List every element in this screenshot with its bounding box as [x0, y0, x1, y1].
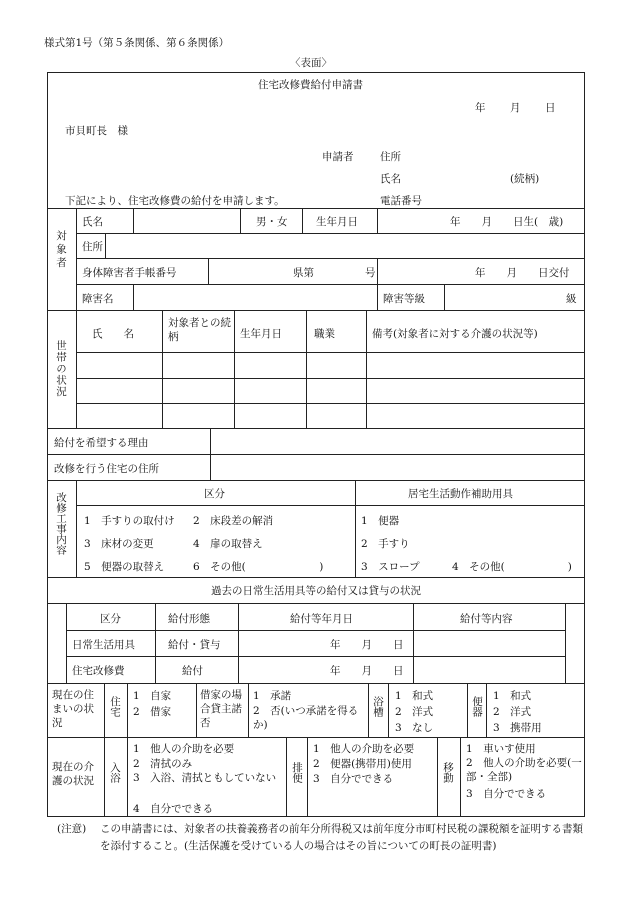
housing-bath-opt: 1 和式 — [395, 690, 434, 702]
work-item: 2 床段差の解消 — [193, 515, 274, 527]
subject-handbook-pref: 県第 — [293, 267, 314, 279]
applicant-label: 申請者 — [322, 151, 354, 163]
reason-label: 給付を希望する理由 — [54, 437, 149, 449]
care-excretion-label: 排便 — [291, 762, 303, 783]
housing-toilet-label: 便器 — [471, 696, 483, 717]
subject-handbook-date: 年 月 日交付 — [475, 267, 570, 279]
care-excretion-opt: 3 自分でできる — [313, 773, 394, 785]
housing-toilet-opt: 1 和式 — [493, 690, 532, 702]
subject-name-label: 氏名 — [82, 216, 103, 228]
care-bath-opt: 1 他人の介助を必要 — [133, 743, 235, 755]
care-move-opt: 2 他人の介助を必要(一部・全部) — [466, 757, 582, 783]
subject-grade-unit: 級 — [566, 293, 577, 305]
past-header-content: 給付等内容 — [460, 613, 513, 625]
subject-birth-value: 年 月 日生( 歳) — [450, 216, 564, 228]
care-bath-opt: 3 入浴、清拭ともしていない — [133, 772, 277, 784]
past-header-date: 給付等年月日 — [290, 613, 353, 625]
household-header-relation: 対象者との続柄 — [168, 317, 231, 343]
past-row-kubun: 住宅改修費 — [72, 665, 125, 677]
care-move-opt: 1 車いす使用 — [466, 743, 536, 755]
household-header-job: 職業 — [314, 328, 335, 340]
housing-owner-opt: 1 承諾 — [253, 690, 292, 702]
care-bath-label: 入浴 — [109, 762, 121, 783]
form-number: 様式第1号（第５条関係、第６条関係） — [44, 37, 230, 49]
care-excretion-opt: 1 他人の介助を必要 — [313, 743, 415, 755]
housing-toilet-opt: 2 洋式 — [493, 706, 532, 718]
date-month: 月 — [510, 102, 521, 114]
housing-bath-opt: 2 洋式 — [395, 706, 434, 718]
addressee: 市貝町長 様 — [65, 125, 128, 137]
form-side: 〈表面〉 — [290, 57, 332, 69]
care-move-label: 移動 — [442, 762, 454, 783]
past-row-form: 給付・貸与 — [168, 639, 221, 651]
subject-disability-label: 障害名 — [82, 293, 114, 305]
date-day: 日 — [545, 102, 556, 114]
past-header-kubun: 区分 — [100, 613, 121, 625]
care-excretion-opt: 2 便器(携帯用)使用 — [313, 758, 412, 770]
past-title: 過去の日常生活用具等の給付又は貸与の状況 — [211, 585, 421, 597]
housing-owner-opt: 2 否(いつ承諾を得るか) — [253, 705, 359, 731]
housing-house-opt: 1 自家 — [133, 690, 172, 702]
care-bath-opt: 2 清拭のみ — [133, 758, 193, 770]
work-aid: 3 スロープ — [361, 561, 420, 573]
statement: 下記により、住宅改修費の給付を申請します。 — [65, 195, 285, 207]
past-header-form: 給付形態 — [168, 613, 210, 625]
housing-label: 現在の住まいの状況 — [52, 689, 94, 729]
housing-bath-opt: 3 なし — [395, 722, 434, 734]
work-item: 1 手すりの取付け — [84, 515, 175, 527]
work-aid: 4 その他( ) — [452, 561, 572, 573]
note-text: この申請書には、対象者の扶養義務者の前年分所得税又は前年度分市町村民税の課税額を証明する書類を添付すること。(生活保護を受けている人の場合はその旨についての町長の証明書) — [100, 823, 583, 852]
subject-address-label: 住所 — [82, 241, 103, 253]
past-row-date: 年 月 日 — [330, 639, 404, 651]
subject-gender: 男・女 — [256, 216, 288, 228]
subject-handbook-no: 号 — [365, 267, 376, 279]
subject-grade-label: 障害等級 — [383, 293, 425, 305]
past-row-form: 給付 — [182, 665, 203, 677]
work-item: 5 便器の取替え — [84, 561, 165, 573]
work-item: 3 床材の変更 — [84, 538, 154, 550]
housing-owner-label: 借家の場合貸主諾否 — [200, 689, 242, 729]
housing-toilet-opt: 3 携帯用 — [493, 722, 542, 734]
work-aid: 1 便器 — [361, 515, 400, 527]
note-label: (注意) — [57, 823, 87, 835]
date-year: 年 — [475, 102, 486, 114]
care-move-opt: 3 自分でできる — [466, 788, 547, 800]
household-header-name: 氏 名 — [92, 328, 134, 340]
subject-handbook-label: 身体障害者手帳番号 — [82, 267, 177, 279]
subject-section: 対象者 — [55, 230, 67, 271]
care-bath-opt: 4 自分でできる — [133, 803, 214, 815]
past-row-kubun: 日常生活用具 — [72, 639, 135, 651]
renovation-address-label: 改修を行う住宅の住所 — [54, 463, 159, 475]
housing-house-label: 住宅 — [109, 696, 121, 717]
work-item: 4 扉の取替え — [193, 538, 263, 550]
housing-bath-label: 浴槽 — [372, 696, 384, 717]
applicant-relation: (続柄) — [510, 173, 540, 185]
subject-birth-label: 生年月日 — [316, 216, 358, 228]
work-kubun: 区分 — [204, 488, 225, 500]
care-label: 現在の介護の状況 — [52, 761, 94, 787]
applicant-phone: 電話番号 — [380, 195, 422, 207]
household-header-birth: 生年月日 — [240, 328, 282, 340]
past-row-date: 年 月 日 — [330, 665, 404, 677]
housing-house-opt: 2 借家 — [133, 706, 172, 718]
applicant-name: 氏名 — [380, 173, 401, 185]
household-section: 世帯の状況 — [55, 340, 67, 398]
work-item: 6 その他( ) — [193, 561, 324, 573]
work-aids-header: 居宅生活動作補助用具 — [408, 488, 513, 500]
work-section: 改修工事内容 — [55, 492, 67, 555]
form-title: 住宅改修費給付申請書 — [258, 79, 363, 91]
household-header-remarks: 備考(対象者に対する介護の状況等) — [372, 328, 538, 340]
work-aid: 2 手すり — [361, 538, 410, 550]
applicant-address: 住所 — [380, 151, 401, 163]
